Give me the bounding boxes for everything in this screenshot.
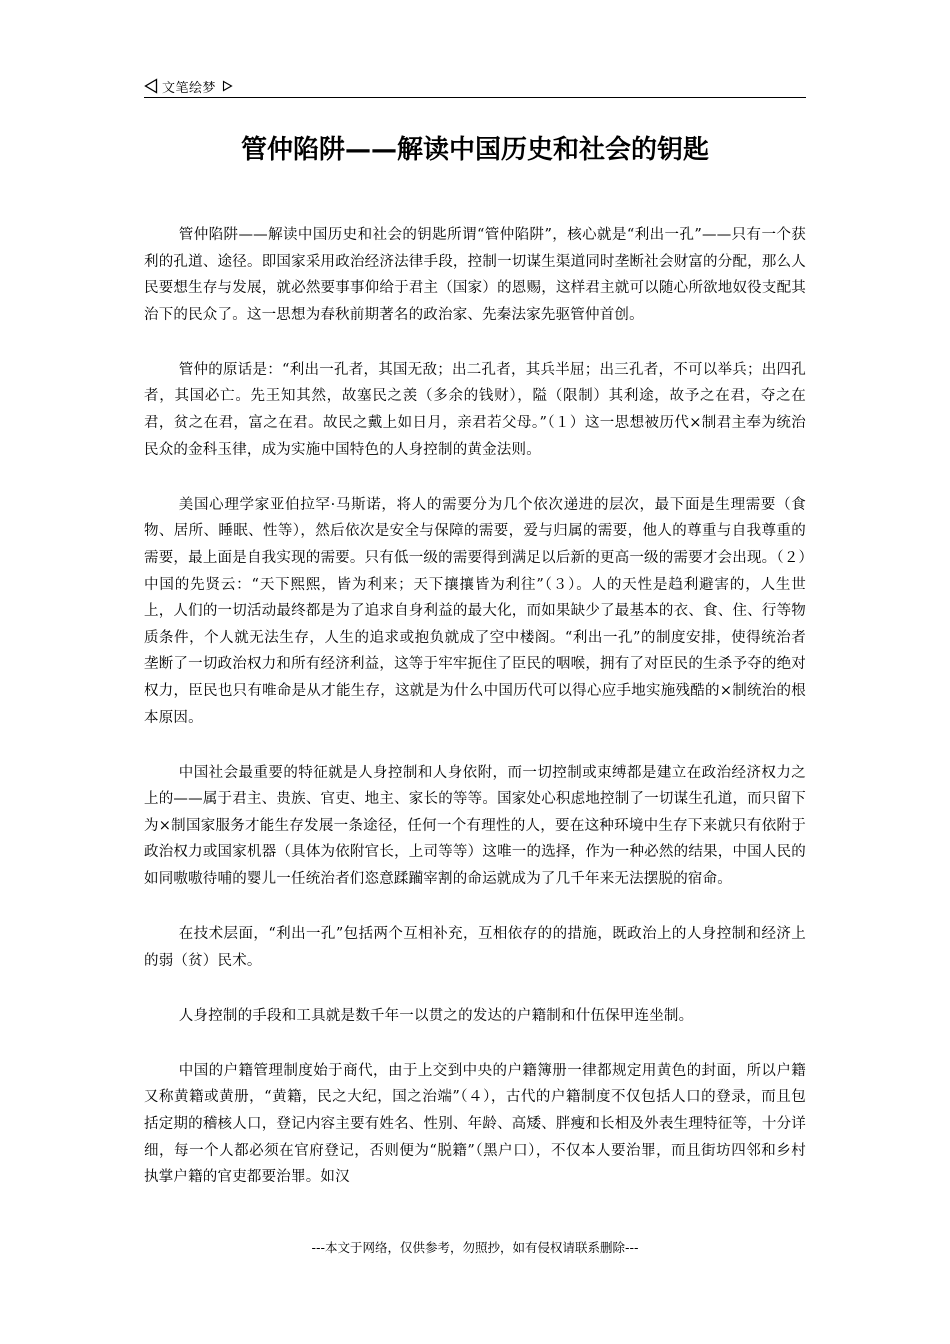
paragraph: 中国的户籍管理制度始于商代，由于上交到中央的户籍簿册一律都规定用黄色的封面，所以户籍又称黄籍或黄册，“黄籍，民之大纪，国之治端”（４），古代的户籍制度不仅包括人口的登录，而且包括定期的稽核人口，登记内容主要有姓名、性别、年龄、高矮、胖瘦和长相及外表生理特征等，十分详细，每一个人都必须在官府登记，否则便为“脱籍”（黑户口），不仅本人要治罪，而且街坊四邻和乡村执掌户籍的官吏都要治罪。如汉	[144, 1062, 806, 1186]
triangle-right-outline-icon[interactable]	[222, 80, 233, 92]
paragraph: 美国心理学家亚伯拉罕·马斯诺，将人的需要分为几个依次递进的层次，最下面是生理需要（食物、居所、睡眠、性等），然后依次是安全与保障的需要，爱与归属的需要，他人的尊重与自我尊重的需要，最上面是自我实现的需要。只有低一级的需要得到满足以后新的更高一级的需要才会出现。（２）中国的先贤云：“天下熙熙，皆为利来；天下攘攘皆为利往”（３）。人的天性是趋利避害的，人生世上，人们的一切活动最终都是为了追求自身利益的最大化，而如果缺少了最基本的衣、食、住、行等物质条件，个人就无法生存，人生的追求或抱负就成了空中楼阁。“利出一孔”的制度安排，使得统治者垄断了一切政治权力和所有经济利益，这等于牢牢扼住了臣民的咽喉，拥有了对臣民的生杀予夺的绝对权力，臣民也只有唯命是从才能生存，这就是为什么中国历代可以得心应手地实施残酷的×制统治的根本原因。	[144, 496, 806, 726]
document-body	[144, 222, 806, 1219]
header-divider	[144, 97, 806, 98]
footer-disclaimer: ---本文于网络，仅供参考，勿照抄，如有侵权请联系删除---	[311, 1240, 639, 1255]
paragraph: 中国社会最重要的特征就是人身控制和人身依附，而一切控制或束缚都是建立在政治经济权力之上的——属于君主、贵族、官吏、地主、家长的等等。国家处心积虑地控制了一切谋生孔道，而只留下为×制国家服务才能生存发展一条途径，任何一个有理性的人，要在这种环境中生存下来就只有依附于政治权力或国家机器（具体为依附官长，上司等等）这唯一的选择，作为一种必然的结果，中国人民的如同嗷嗷待哺的婴儿一任统治者们恣意蹂躏宰割的命运就成为了几千年来无法摆脱的宿命。	[144, 764, 806, 887]
document-title: 管仲陷阱——解读中国历史和社会的钥匙	[240, 135, 709, 165]
paragraph: 管仲的原话是：“利出一孔者，其国无敌；出二孔者，其兵半屈；出三孔者，不可以举兵；出四孔者，其国必亡。先王知其然，故塞民之羡（多余的钱财），隘（限制）其利途，故予之在君，夺之在君，贫之在君，富之在君。故民之戴上如日月，亲君若父母。”（１）这一思想被历代×制君主奉为统治民众的金科玉律，成为实施中国特色的人身控制的黄金法则。	[144, 361, 806, 458]
paragraph: 人身控制的手段和工具就是数千年一以贯之的发达的户籍制和什伍保甲连坐制。	[178, 1007, 694, 1024]
paragraph: 在技术层面，“利出一孔”包括两个互相补充，互相依存的的措施，既政治上的人身控制和经济上的弱（贫）民术。	[144, 926, 806, 969]
triangle-left-outline-icon[interactable]	[144, 78, 158, 94]
paragraph: 管仲陷阱——解读中国历史和社会的钥匙所谓“管仲陷阱”，核心就是“利出一孔”——只有一个获利的孔道、途径。即国家采用政治经济法律手段，控制一切谋生渠道同时垄断社会财富的分配，那么人民要想生存与发展，就必然要事事仰给于君主（国家）的恩赐，这样君主就可以随心所欲地奴役支配其治下的民众了。这一思想为春秋前期著名的政治家、先秦法家先驱管仲首创。	[144, 227, 806, 323]
page-header	[144, 74, 806, 98]
brand-name: 文笔绘梦	[162, 80, 217, 96]
